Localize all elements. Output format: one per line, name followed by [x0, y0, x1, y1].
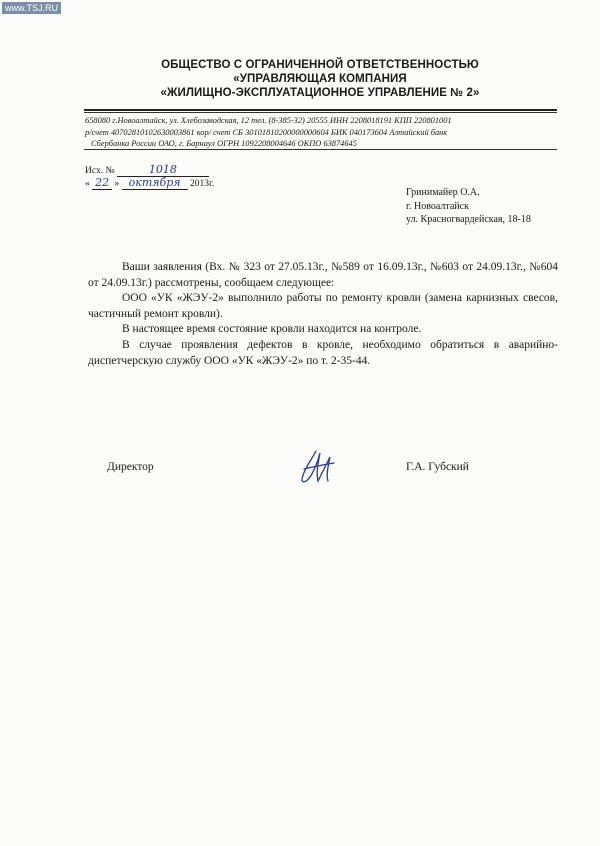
organization-line-2: «УПРАВЛЯЮЩАЯ КОМПАНИЯ — [233, 73, 407, 85]
addressee-block — [406, 186, 531, 227]
organization-header — [120, 58, 520, 100]
header-divider-thick — [84, 109, 557, 111]
outgoing-reference — [85, 163, 214, 189]
requisites-line-2: р/счет 40702810102630003861 кор/ счет СБ 30101810200000000604 БИК 040173604 Алтайский банк — [85, 127, 448, 137]
signatory-title: Директор — [107, 461, 154, 473]
watermark-label: www.TSJ.RU — [2, 2, 61, 14]
date-close-quote: » — [114, 179, 120, 189]
body-paragraph-1: Ваши заявления (Вх. № 323 от 27.05.13г., №589 от 16.09.13г., №603 от 24.09.13г., №604 от 24.09.13г.) рассмотрены, сообщаем следующее: — [88, 261, 558, 289]
requisites-line-3: Сбербанка России ОАО, г. Барнаул ОГРН 1092208004646 ОКПО 63874645 — [91, 139, 357, 148]
handwritten-signature-icon — [296, 447, 340, 487]
company-requisites — [85, 115, 565, 150]
date-month-value: октября — [122, 176, 188, 190]
date-year: 2013г. — [190, 179, 215, 189]
requisites-line-1: 658080 г.Новоалтайск, ул. Хлебозаводская, 12 тел. (8-385-32) 20555 ИНН 2208018191 КПП 220801001 — [85, 116, 452, 125]
body-paragraph-2: ООО «УК «ЖЭУ-2» выполнило работы по ремонту кровли (замена карнизных свесов, частичный ремонт кровли). — [88, 292, 558, 320]
requisites-divider — [84, 149, 557, 150]
outgoing-number-label: Исх. № — [85, 166, 115, 176]
addressee-name: Гринимайер О.А. — [406, 187, 480, 198]
body-paragraph-4: В случае проявления дефектов в кровле, необходимо обратиться в аварийно-диспетчерскую службу ООО «УК «ЖЭУ-2» по т. 2-35-44. — [88, 338, 558, 367]
outgoing-date-line — [85, 176, 214, 189]
date-open-quote: « — [85, 179, 90, 189]
date-day-value: 22 — [92, 176, 112, 190]
outgoing-number-value: 1018 — [117, 163, 209, 177]
outgoing-number-line — [85, 163, 214, 176]
header-divider-thin — [84, 112, 557, 113]
body-paragraph-3: В настоящее время состояние кровли находится на контроле. — [122, 323, 422, 336]
addressee-city: г. Новоалтайск — [406, 200, 469, 212]
organization-line-1: ОБЩЕСТВО С ОГРАНИЧЕННОЙ ОТВЕТСТВЕННОСТЬЮ — [161, 59, 479, 71]
organization-line-3: «ЖИЛИЩНО-ЭКСПЛУАТАЦИОННОЕ УПРАВЛЕНИЕ № 2» — [160, 87, 480, 99]
addressee-street: ул. Красногвардейская, 18-18 — [406, 214, 531, 225]
signatory-name: Г.А. Губский — [406, 461, 469, 473]
letter-body — [88, 260, 558, 369]
